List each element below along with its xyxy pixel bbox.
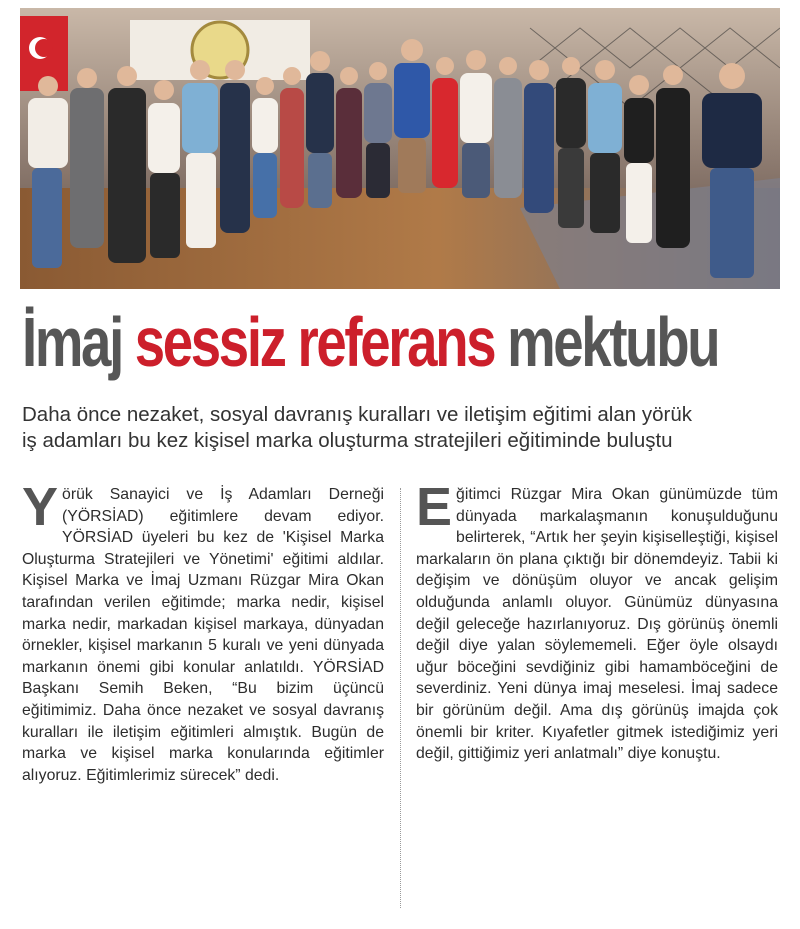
dropcap-left: Y xyxy=(22,477,59,537)
headline-word-1: İmaj xyxy=(22,303,122,381)
headline xyxy=(22,296,719,388)
deck-line-2: iş adamları bu kez kişisel marka oluşturma stratejileri eğitiminde buluştu xyxy=(22,429,673,452)
article-column-right xyxy=(416,477,778,765)
group-photo-image xyxy=(20,8,780,289)
dropcap-right: E xyxy=(416,477,453,537)
column-divider xyxy=(400,488,401,908)
group-photo xyxy=(20,8,780,289)
headline-word-3: mektubu xyxy=(507,303,719,381)
article-column-left xyxy=(22,477,384,786)
article-text-right: ğitimci Rüzgar Mira Okan günümüzde tüm dünyada markalaşmanın konuşulduğunu belirterek, “Artık her şeyin kişiselleştiği, kişisel markaların ön plana çıktığı bir dönemdeyiz. Tabii ki değişim ve dönüşüm oluyor ve ancak gelişim olduğunda anlamlı oluyor. Günümüz dünyasına değil geleceğe hazırlanıyoruz. Dış görünüş önemli değil diye yalan söylememeli. Eğer öyle olsaydı uğur böceğini sevdiğiniz gibi hamamböceğini de severdiniz. Yeni dünya imaj meselesi. İmaj sadece bir görünüm değil. Ama dış görünüş imajda çok önemli bir kriter. Kıyafetler gitmek istediğimiz yeri değil, gittiğimiz yeri anlatmalı” diye konuştu. xyxy=(416,486,778,763)
deck-subheading xyxy=(22,402,782,454)
article-paragraph-left xyxy=(22,477,384,786)
article-paragraph-right xyxy=(416,477,778,765)
article-text-left: örük Sanayici ve İş Adamları Derneği (YÖRSİAD) eğitimlere devam ediyor. YÖRSİAD üyeleri bu kez de 'Kişisel Marka Oluşturma Stratejileri ve Yönetimi' eğitimi aldılar. Kişisel Marka ve İmaj Uzmanı Rüzgar Mira Okan tarafından verilen eğitimde; marka nedir, kişisel marka nedir, markadan kişisel markaya, dünyadan örnekler, kişisel markanın 5 kuralı ve yeni dünyada markanın önemi gibi konular anlatıldı. YÖRSİAD Başkanı Semih Beken, “Bu bizim üçüncü eğitimimiz. Daha önce nezaket ve sosyal davranış kuralları ile iletişim eğitimleri almıştık. Bugün de marka ve kişisel marka konularında eğitimler alıyoruz. Eğitimlerimiz sürecek” dedi. xyxy=(22,486,384,784)
headline-word-2: sessiz referans xyxy=(134,303,495,381)
deck-line-1: Daha önce nezaket, sosyal davranış kuralları ve iletişim eğitimi alan yörük xyxy=(22,403,692,426)
